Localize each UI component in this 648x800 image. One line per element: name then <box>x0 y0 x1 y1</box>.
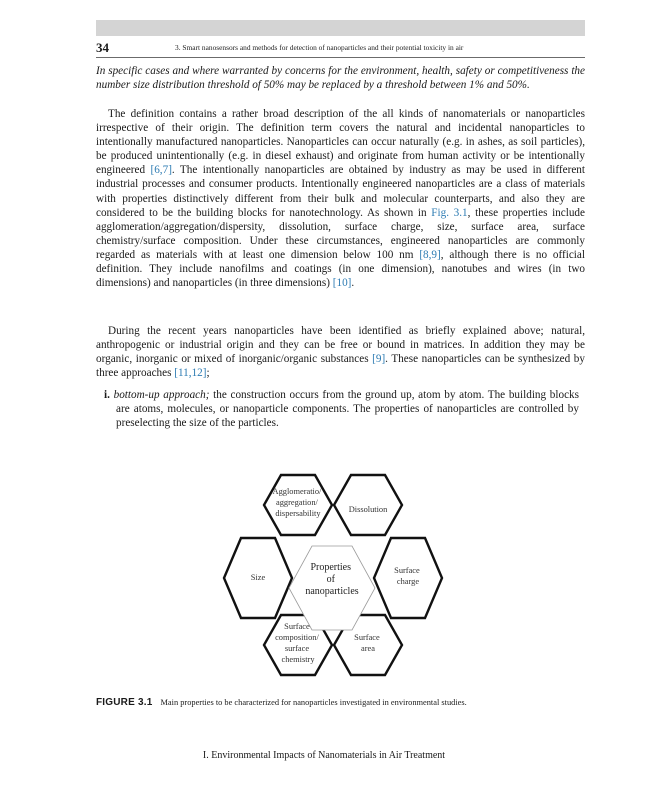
header-rule <box>96 57 585 58</box>
label-surface-area: Surface area <box>354 633 380 653</box>
figure-caption <box>96 697 585 708</box>
intro-paragraph <box>96 64 585 92</box>
citation-9[interactable]: [9] <box>372 353 386 366</box>
definition-paragraph <box>96 107 585 290</box>
intro-text: In specific cases and where warranted by concerns for the environment, health, safety or competitiveness the number size distribution threshold of 50% may be replaced by a threshold between 1% and 50%. <box>96 65 585 92</box>
approach-list <box>104 388 579 430</box>
label-size: Size <box>250 573 266 582</box>
list-item-term: bottom-up approach; <box>113 389 210 401</box>
para2-text-a: During the recent years nanoparticles have been identified as briefly explained above; natural, anthropogenic or industrial origin and they can be free or bound in matrices. In addition they may be organic, inorganic or mixed of inorganic/organic substances <box>96 325 585 366</box>
properties-diagram <box>210 470 450 682</box>
para1-text-c: , these properties include agglomeration/aggregation/dispersity, dissolution, surface charge, size, surface area, surface chemistry/surface composition. Under these circumstances, engineered nanoparticles are commonly regarded as materials with at least one dimension below 100 nm <box>96 206 585 261</box>
para2-text-end: ; <box>206 367 210 380</box>
citation-10[interactable]: [10] <box>332 277 352 290</box>
citation-6-7[interactable]: [6,7] <box>150 164 172 177</box>
label-surface-charge: Surface charge <box>394 566 420 586</box>
label-surface-composition: Surface composition/ surface chemistry <box>275 622 319 664</box>
origin-paragraph <box>96 324 585 380</box>
citation-11-12[interactable]: [11,12] <box>174 367 207 380</box>
header-bar <box>96 20 585 36</box>
list-marker: i. <box>104 389 110 401</box>
page-footer: I. Environmental Impacts of Nanomaterials in Air Treatment <box>202 750 446 761</box>
label-dissolution: Dissolution <box>348 505 388 514</box>
caption-text: Main properties to be characterized for nanoparticles investigated in environmental studies. <box>160 698 467 707</box>
para1-text-b: . The intentionally nanoparticles are obtained by industry as may be used in different industrial processes and consumer products. Intentionally engineered nanoparticles are a class of materials with properties distinctively different from their bulk and molecular counterparts, and also they are considered to be the building blocks for nanotechnology. As shown in <box>96 164 586 219</box>
list-item-text: the construction occurs from the ground up, atom by atom. The building blocks are atoms, molecules, or nanoparticle components. The properties of nanoparticles are controlled by preselecting the size of the particles. <box>116 389 580 430</box>
para1-text-a: The definition contains a rather broad description of the all kinds of nanomaterials or nanoparticles irrespective of their origin. The definition term covers the natural and incidental nanoparticles to intentionally manufactured nanoparticles. Nanoparticles can occur naturally (e.g. in ashes, as soil particles), be produced unintentionally (e.g. in diesel exhaust) and originate from human activity or be intentionally engineered <box>96 108 585 177</box>
citation-8-9[interactable]: [8,9] <box>419 248 441 261</box>
label-center: Properties of nanoparticles <box>305 562 359 597</box>
para2-text-b: . These nanoparticles can be synthesized by three approaches <box>96 353 585 380</box>
page-number: 34 <box>96 40 109 55</box>
running-head: 3. Smart nanosensors and methods for detection of nanoparticles and their potential toxicity in air <box>175 43 464 52</box>
list-item <box>104 388 579 430</box>
caption-label: FIGURE 3.1 <box>96 697 153 708</box>
para1-text-end: . <box>351 277 355 290</box>
figure-reference[interactable]: Fig. 3.1 <box>431 206 468 219</box>
para1-text-d: , although there is no official definition. They include nanofilms and coatings (in one dimension), nanotubes and wires (in two dimensions) and nanoparticles (in three dimensions) <box>96 248 585 290</box>
label-agglomeration: Agglomeratio/ aggregation/ dispersability <box>272 487 322 518</box>
